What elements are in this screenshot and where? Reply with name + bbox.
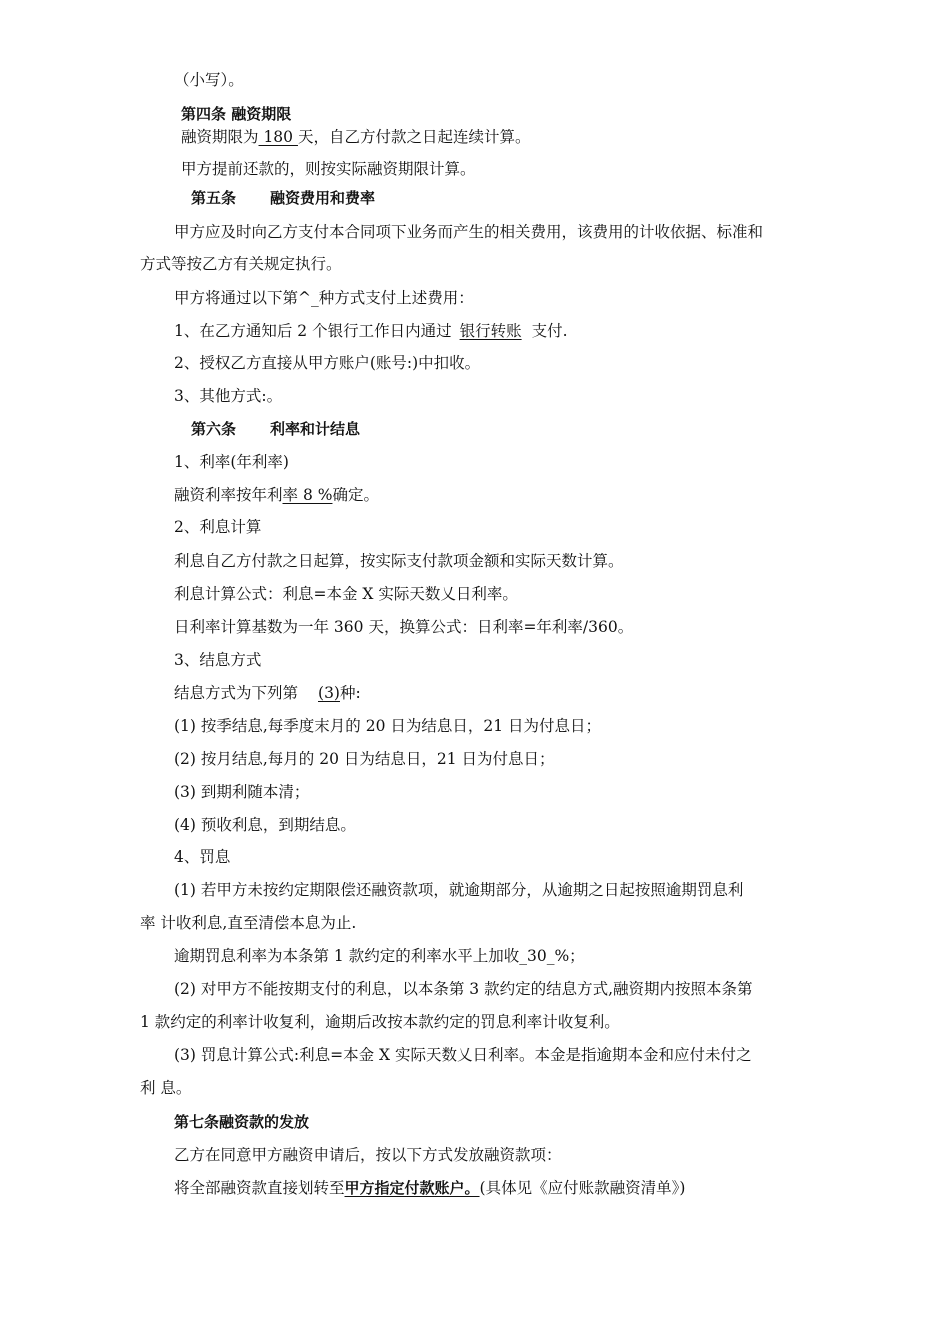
article-5-para-1-line-2: 方式等按乙方有关规定执行。 <box>140 255 342 273</box>
option-1-prefix: 1、在乙方通知后 2 个银行工作日内通过 <box>174 322 452 340</box>
article-6-rate-line <box>174 485 379 505</box>
settlement-suffix: 种: <box>339 684 361 702</box>
settlement-option-3: (3) 到期利随本清； <box>174 783 310 801</box>
settlement-option-1: (1) 按季结息,每季度末月的 20 日为结息日，21 日为付息日； <box>174 717 602 735</box>
settlement-prefix: 结息方式为下列第 <box>174 684 299 702</box>
disbursement-account: 甲方指定付款账户。 <box>344 1179 480 1197</box>
rate-value: 率 8 % <box>282 486 333 504</box>
article-7-heading: 第七条融资款的发放 <box>174 1113 310 1131</box>
term-days-value: 180 <box>258 128 298 146</box>
penalty-rate-surcharge: 逾期罚息利率为本条第 1 款约定的利率水平上加收_30_%； <box>174 947 585 965</box>
article-5-payment-method: 甲方将通过以下第^_种方式支付上述费用： <box>174 289 474 307</box>
penalty-item-3-line-1: (3) 罚息计算公式:利息=本金 X 实际天数乂日利率。本金是指逾期本金和应付未付之 <box>174 1046 752 1064</box>
article-6-section-3: 3、结息方式 <box>174 651 262 669</box>
article-4-term-line <box>181 127 530 147</box>
option-1-suffix: 支付. <box>531 322 568 340</box>
article-6-title: 利率和计结息 <box>270 420 361 438</box>
amount-lowercase-note: （小写）。 <box>174 71 244 89</box>
article-5-para-1-line-1: 甲方应及时向乙方支付本合同项下业务而产生的相关费用，该费用的计收依据、标准和 <box>174 223 764 241</box>
term-suffix: 天，自乙方付款之日起连续计算。 <box>297 128 531 146</box>
settlement-option-4: (4) 预收利息，到期结息。 <box>174 816 356 834</box>
disbursement-reference: (具体见《应付账款融资清单》) <box>479 1179 686 1197</box>
penalty-item-2-line-1: (2) 对甲方不能按期支付的利息，以本条第 3 款约定的结息方式,融资期内按照本条第 <box>174 980 753 998</box>
article-7-para-1: 乙方在同意甲方融资申请后，按以下方式发放融资款项： <box>174 1146 562 1164</box>
article-6-heading <box>191 419 360 439</box>
article-6-section-4: 4、罚息 <box>174 848 231 866</box>
article-5-option-3: 3、其他方式:。 <box>174 387 283 405</box>
article-5-option-2: 2、授权乙方直接从甲方账户(账号:)中扣收。 <box>174 354 481 372</box>
article-5-heading <box>191 188 375 208</box>
term-prefix: 融资期限为 <box>181 128 259 146</box>
penalty-item-3-line-2: 利 息。 <box>140 1079 192 1097</box>
article-6-interest-start: 利息自乙方付款之日起算，按实际支付款项金额和实际天数计算。 <box>174 552 624 570</box>
option-1-method: 银行转账 <box>459 322 522 340</box>
article-7-para-2 <box>174 1178 685 1198</box>
article-4-heading: 第四条 融资期限 <box>181 105 292 123</box>
disbursement-prefix: 将全部融资款直接划转至 <box>174 1179 345 1197</box>
article-6-settlement-choice <box>174 683 361 703</box>
article-4-early-repayment: 甲方提前还款的，则按实际融资期限计算。 <box>181 160 476 178</box>
article-6-interest-formula: 利息计算公式：利息=本金 X 实际天数乂日利率。 <box>174 585 518 603</box>
article-5-title: 融资费用和费率 <box>270 189 376 207</box>
article-6-number: 第六条 <box>191 420 237 438</box>
penalty-item-1-line-2: 率 计收利息,直至清偿本息为止. <box>140 914 357 932</box>
settlement-option-2: (2) 按月结息,每月的 20 日为结息日，21 日为付息日； <box>174 750 555 768</box>
penalty-item-2-line-2: 1 款约定的利率计收复利，逾期后改按本款约定的罚息利率计收复利。 <box>140 1013 620 1031</box>
article-5-number: 第五条 <box>191 189 237 207</box>
settlement-choice-value: (3) <box>318 684 340 702</box>
article-6-section-2: 2、利息计算 <box>174 518 262 536</box>
article-6-section-1: 1、利率(年利率) <box>174 453 289 471</box>
penalty-item-1-line-1: (1) 若甲方未按约定期限偿还融资款项，就逾期部分，从逾期之日起按照逾期罚息利 <box>174 881 744 899</box>
rate-suffix: 确定。 <box>332 486 379 504</box>
article-5-option-1 <box>174 321 568 341</box>
article-6-day-rate-basis: 日利率计算基数为一年 360 天，换算公式：日利率=年利率/360。 <box>174 618 634 636</box>
rate-prefix: 融资利率按年利 <box>174 486 283 504</box>
